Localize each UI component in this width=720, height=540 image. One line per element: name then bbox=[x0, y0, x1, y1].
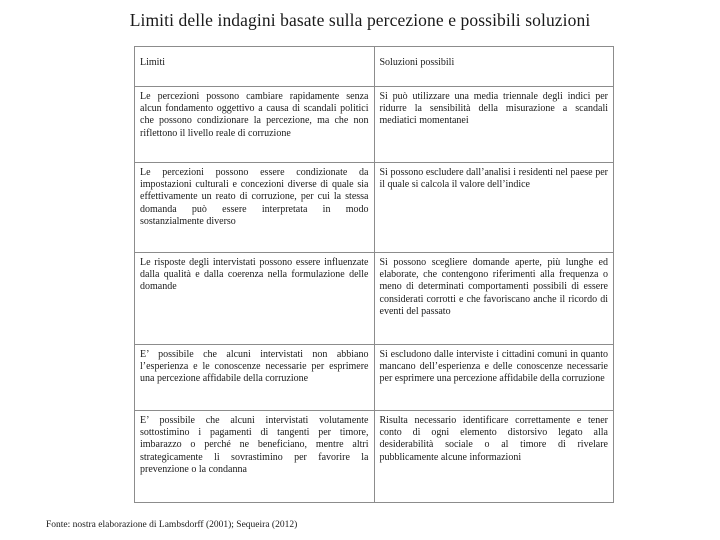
limit-cell: Le risposte degli intervistati possono essere influenzate dalla qualità e dalla coerenza nella formulazione delle domande bbox=[135, 253, 375, 345]
table-row bbox=[135, 87, 614, 163]
source-note: Fonte: nostra elaborazione di Lambsdorff (2001); Sequeira (2012) bbox=[46, 520, 298, 530]
solution-cell: Risulta necessario identificare correttamente e tener conto di ogni elemento distorsivo legato alla desiderabilità sociale o al timore di rivelare pubblicamente alcune informazioni bbox=[374, 411, 614, 503]
limit-cell: Le percezioni possono essere condizionate da impostazioni culturali e concezioni diverse di quale sia effettivamente un reato di corruzione, per cui la stessa domanda può essere interpretata in modo sostanzialmente diverso bbox=[135, 163, 375, 253]
limit-cell: Le percezioni possono cambiare rapidamente senza alcun fondamento oggettivo a causa di scandali politici che possono condizionare la percezione, ma che non riflettono il livello reale di corruzione bbox=[135, 87, 375, 163]
column-header-solutions: Soluzioni possibili bbox=[374, 47, 614, 87]
table-row bbox=[135, 411, 614, 503]
table-row bbox=[135, 345, 614, 411]
column-header-limits: Limiti bbox=[135, 47, 375, 87]
table-header-row bbox=[135, 47, 614, 87]
page-title: Limiti delle indagini basate sulla percezione e possibili soluzioni bbox=[129, 10, 591, 30]
limit-cell: E’ possibile che alcuni intervistati volutamente sottostimino i pagamenti di tangenti per timore, imbarazzo o perché ne beneficiano, mentre altri strategicamente li sovrastimino per favorire la prevenzione o la condanna bbox=[135, 411, 375, 503]
solution-cell: Si escludono dalle interviste i cittadini comuni in quanto mancano dell’esperienza e delle conoscenze necessarie per esprimere una percezione affidabile della corruzione bbox=[374, 345, 614, 411]
table-row bbox=[135, 253, 614, 345]
solution-cell: Si possono scegliere domande aperte, più lunghe ed elaborate, che contengono riferimenti alla frequenza o meno di determinati comportamenti possibili di essere considerati corrotti e che favoriscano anche il ricordo di eventi del passato bbox=[374, 253, 614, 345]
limits-solutions-table bbox=[134, 46, 614, 503]
limit-cell: E’ possibile che alcuni intervistati non abbiano l’esperienza e le conoscenze necessarie per esprimere una percezione affidabile della corruzione bbox=[135, 345, 375, 411]
table-row bbox=[135, 163, 614, 253]
solution-cell: Si possono escludere dall’analisi i residenti nel paese per il quale si calcola il valore dell’indice bbox=[374, 163, 614, 253]
solution-cell: Si può utilizzare una media triennale degli indici per ridurre la sensibilità della misurazione a scandali mediatici momentanei bbox=[374, 87, 614, 163]
